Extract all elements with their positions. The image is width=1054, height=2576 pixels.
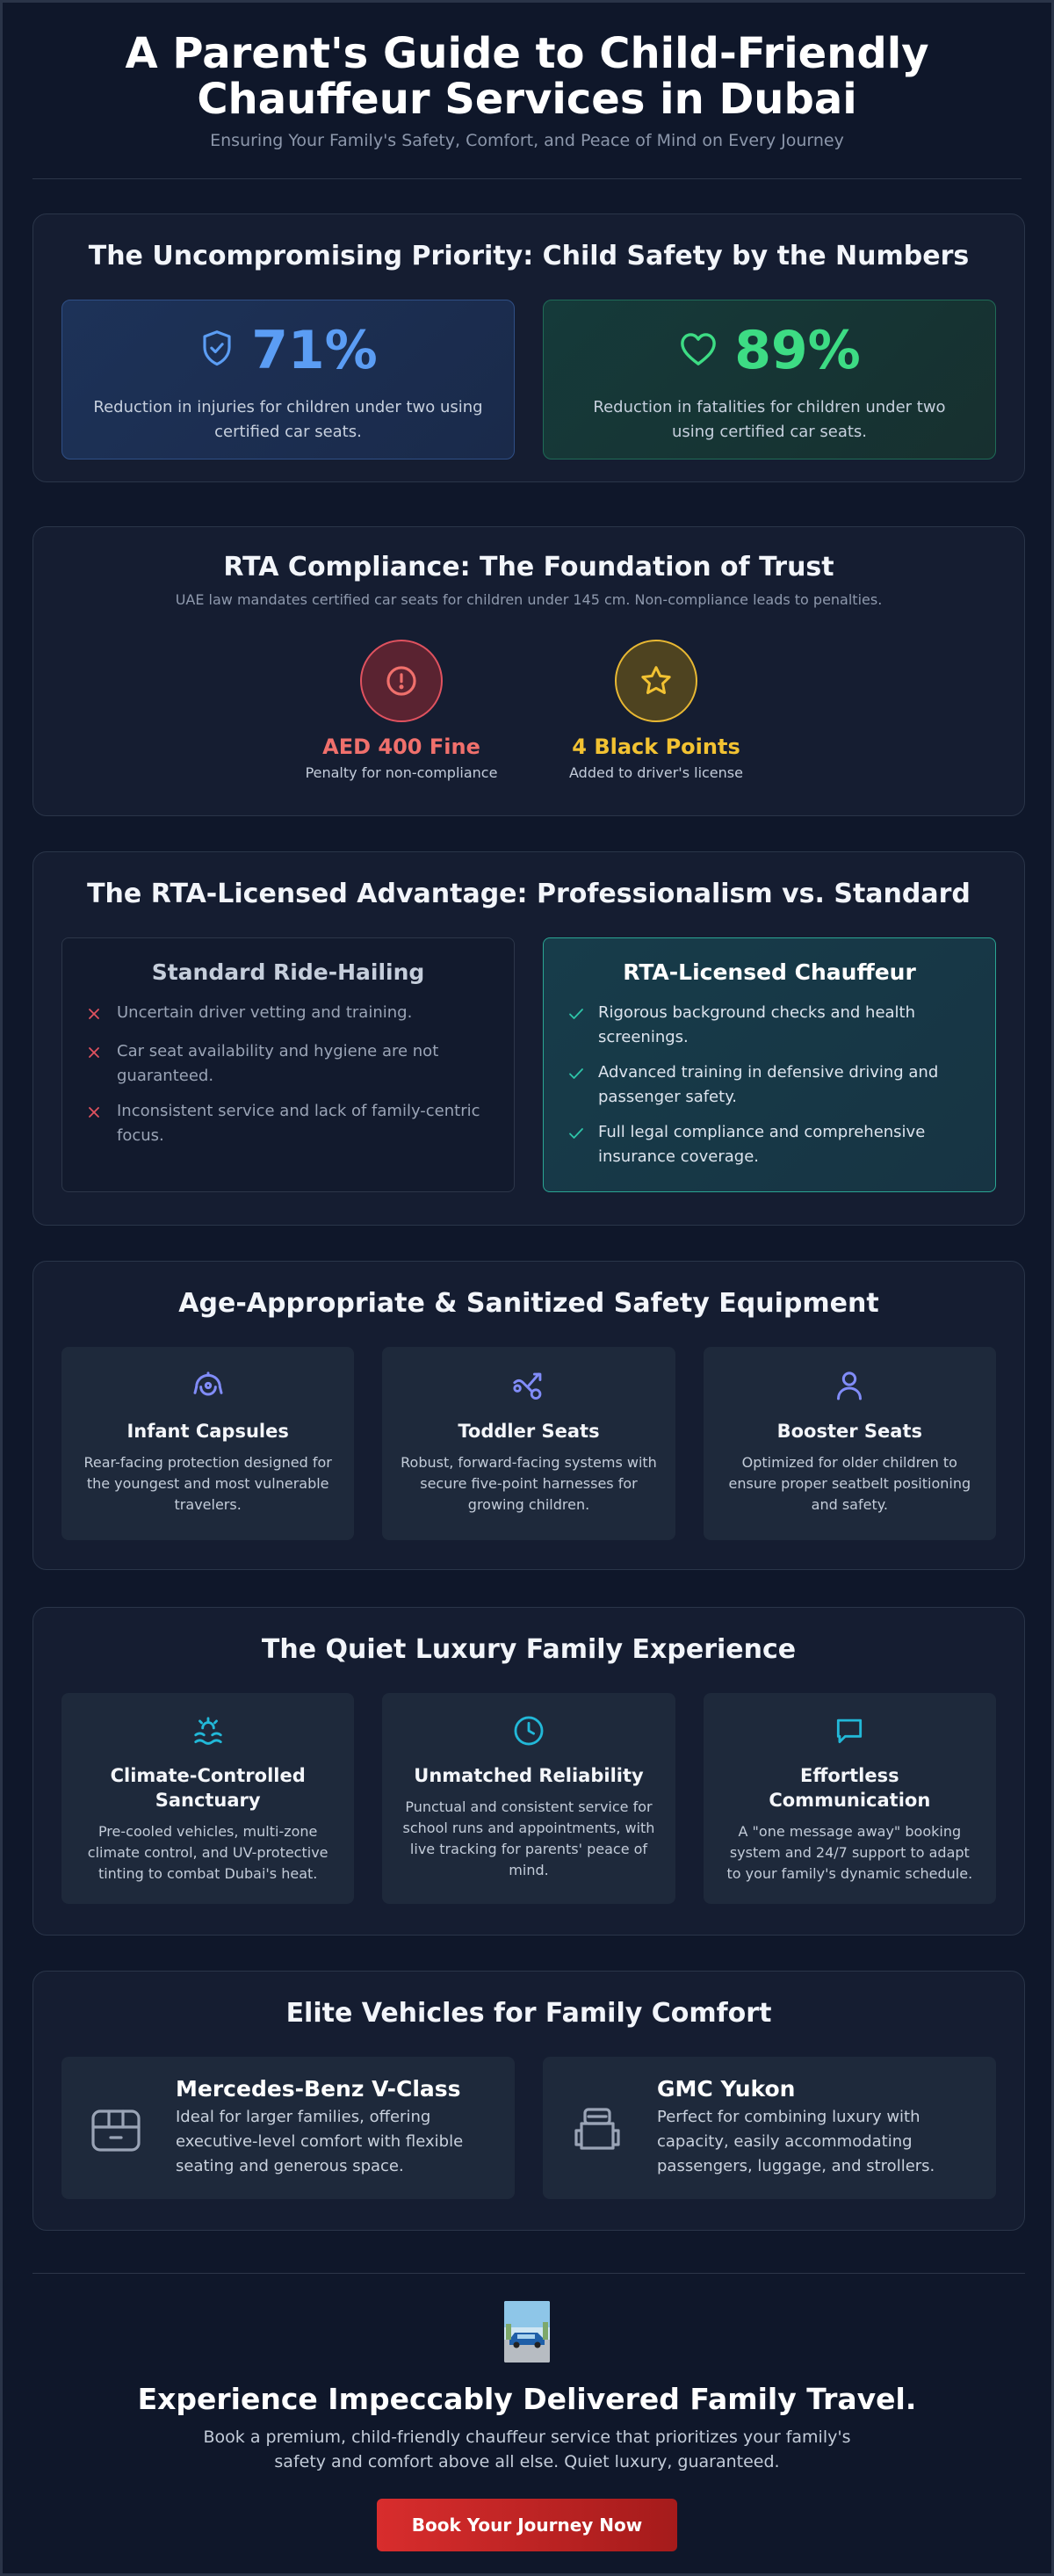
experience-desc: Punctual and consistent service for school runs and appointments, with live tracking for parents' peace of mind. xyxy=(402,1798,655,1878)
penalty-label: Penalty for non-compliance xyxy=(305,764,498,781)
experience-desc: Pre-cooled vehicles, multi-zone climate control, and UV-protective tinting to combat Dubai's heat. xyxy=(87,1823,328,1882)
equipment-title-text: Toddler Seats xyxy=(458,1421,600,1442)
vehicle-desc: Perfect for combining luxury with capacity, easily accommodating passengers, luggage, and strollers. xyxy=(657,2108,935,2175)
list-item-text: Full legal compliance and comprehensive insurance coverage. xyxy=(598,1123,926,1166)
page-subtitle: Ensuring Your Family's Safety, Comfort, and Peace of Mind on Every Journey xyxy=(210,131,844,150)
equipment-title: Age-Appropriate & Sanitized Safety Equipment xyxy=(178,1288,879,1319)
compliance-subtitle: UAE law mandates certified car seats for children under 145 cm. Non-compliance leads to penalties. xyxy=(175,591,883,608)
car-photo-thumbnail xyxy=(504,2301,550,2363)
alert-circle-icon xyxy=(360,640,443,722)
list-item-text: Car seat availability and hygiene are not guaranteed. xyxy=(117,1042,439,1085)
equipment-card-toddler xyxy=(382,1347,675,1540)
vehicles-title: Elite Vehicles for Family Comfort xyxy=(285,1998,772,2029)
van-seat-icon xyxy=(88,2076,149,2180)
experience-title-text: Climate-Controlled Sanctuary xyxy=(110,1765,306,1811)
call-to-action xyxy=(3,2301,1051,2551)
check-mark-icon xyxy=(568,1060,586,1110)
x-mark-icon xyxy=(87,1001,105,1029)
heart-icon xyxy=(678,330,718,371)
standard-title: Standard Ride-Hailing xyxy=(151,959,425,985)
climate-icon xyxy=(191,1734,225,1751)
equipment-card-infant xyxy=(61,1347,354,1540)
baby-capsule-icon xyxy=(191,1390,226,1407)
page-header xyxy=(3,3,1051,150)
footer-divider xyxy=(32,2273,1025,2274)
page-title-line-2: Chauffeur Services in Dubai xyxy=(197,75,857,124)
experience-card-climate xyxy=(61,1693,354,1904)
x-mark-icon xyxy=(87,1039,105,1089)
stat-description: Reduction in fatalities for children under two using certified car seats. xyxy=(593,398,946,441)
check-mark-icon xyxy=(568,1120,586,1169)
experience-title-text: Effortless Communication xyxy=(769,1765,931,1811)
advantage-title: The RTA-Licensed Advantage: Professionalism vs. Standard xyxy=(87,879,971,909)
list-item xyxy=(87,1099,489,1148)
rta-title: RTA-Licensed Chauffeur xyxy=(623,959,916,985)
list-item xyxy=(87,1039,489,1089)
equipment-desc: Robust, forward-facing systems with secure five-point harnesses for growing children. xyxy=(401,1454,657,1513)
penalty-value: AED 400 Fine xyxy=(322,734,480,759)
book-journey-button[interactable]: Book Your Journey Now xyxy=(377,2499,677,2551)
header-divider xyxy=(32,178,1022,179)
equipment-desc: Rear-facing protection designed for the youngest and most vulnerable travelers. xyxy=(83,1454,332,1513)
safety-section xyxy=(32,213,1025,482)
chat-bubble-icon xyxy=(833,1734,866,1751)
penalty-label: Added to driver's license xyxy=(569,764,743,781)
vehicles-section xyxy=(32,1971,1025,2231)
stat-value: 89% xyxy=(734,320,861,381)
equipment-desc: Optimized for older children to ensure proper seatbelt positioning and safety. xyxy=(728,1454,971,1513)
x-mark-icon xyxy=(87,1099,105,1148)
equipment-title-text: Infant Capsules xyxy=(126,1421,289,1442)
experience-title: The Quiet Luxury Family Experience xyxy=(261,1634,797,1665)
list-item-text: Uncertain driver vetting and training. xyxy=(117,1003,413,1022)
safety-title: The Uncompromising Priority: Child Safety by the Numbers xyxy=(88,241,970,271)
compliance-title: RTA Compliance: The Foundation of Trust xyxy=(223,552,834,582)
shield-check-icon xyxy=(199,329,235,373)
cta-description: Book a premium, child-friendly chauffeur service that prioritizes your family's safety and comfort above all else. Quiet luxury, guaranteed. xyxy=(203,2428,851,2471)
list-item xyxy=(568,1001,971,1050)
stat-card-fatalities xyxy=(543,300,996,459)
vehicle-name: Mercedes-Benz V-Class xyxy=(176,2076,461,2102)
advantage-section xyxy=(32,851,1025,1226)
list-item xyxy=(87,1001,489,1029)
suv-seat-icon xyxy=(569,2076,631,2180)
experience-desc: A "one message away" booking system and 24/7 support to adapt to your family's dynamic schedule. xyxy=(726,1823,973,1882)
list-item-text: Inconsistent service and lack of family-centric focus. xyxy=(117,1102,480,1145)
rta-chauffeur-card xyxy=(543,937,996,1192)
stat-card-injuries xyxy=(61,300,515,459)
equipment-card-booster xyxy=(704,1347,996,1540)
experience-section xyxy=(32,1607,1025,1936)
penalty-fine xyxy=(300,640,502,781)
experience-title-text: Unmatched Reliability xyxy=(414,1765,644,1786)
list-item xyxy=(568,1060,971,1110)
cta-title: Experience Impeccably Delivered Family Travel. xyxy=(137,2382,917,2416)
equipment-section xyxy=(32,1261,1025,1570)
page-title-line-1: A Parent's Guide to Child-Friendly xyxy=(125,29,929,78)
list-item xyxy=(568,1120,971,1169)
equipment-title-text: Booster Seats xyxy=(776,1421,923,1442)
penalty-value: 4 Black Points xyxy=(572,734,740,759)
vehicle-desc: Ideal for larger families, offering executive-level comfort with flexible seating and generous space. xyxy=(176,2108,464,2175)
penalty-black-points xyxy=(555,640,757,781)
experience-card-reliability xyxy=(382,1693,675,1904)
stat-value: 71% xyxy=(251,320,378,381)
page-title xyxy=(3,31,1051,122)
vehicle-card-vclass xyxy=(61,2057,515,2199)
toddler-seat-icon xyxy=(510,1390,547,1407)
user-icon xyxy=(832,1390,867,1407)
clock-icon xyxy=(512,1734,545,1751)
vehicle-name: GMC Yukon xyxy=(657,2076,796,2102)
vehicle-card-yukon xyxy=(543,2057,996,2199)
check-mark-icon xyxy=(568,1001,586,1050)
list-item-text: Advanced training in defensive driving and passenger safety. xyxy=(598,1063,939,1106)
experience-card-communication xyxy=(704,1693,996,1904)
list-item-text: Rigorous background checks and health screenings. xyxy=(598,1003,916,1046)
compliance-section xyxy=(32,526,1025,816)
star-icon xyxy=(615,640,697,722)
standard-ride-hailing-card xyxy=(61,937,515,1192)
stat-description: Reduction in injuries for children under two using certified car seats. xyxy=(93,398,483,441)
